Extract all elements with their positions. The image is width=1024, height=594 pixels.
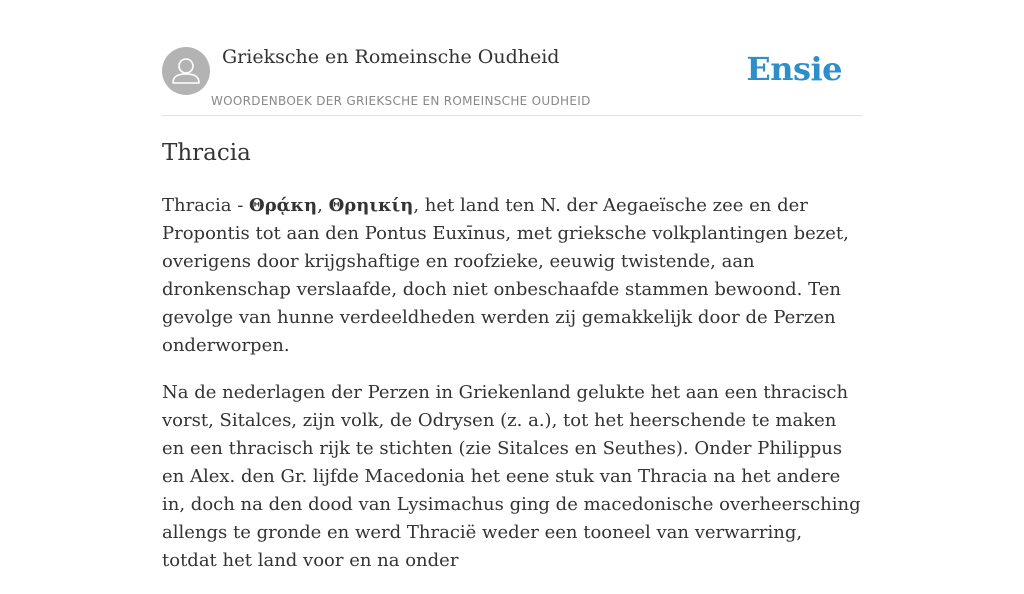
lead-text: Thracia - [162,195,250,216]
entry-title: Thracia [162,140,251,166]
header [162,0,862,116]
site-subtitle: WOORDENBOEK DER GRIEKSCHE EN ROMEINSCHE OUDHEID [211,94,591,108]
avatar[interactable] [162,47,210,95]
entry-body [162,192,862,594]
ensie-logo[interactable]: Ensie [746,50,842,88]
greek-term: Θρηικίη [328,195,414,216]
paragraph [162,192,862,360]
site-title[interactable]: Grieksche en Romeinsche Oudheid [222,46,560,68]
page [162,0,862,571]
greek-term: Θρᾴκη [249,195,318,216]
separator: , [317,195,329,216]
user-icon [162,47,210,95]
paragraph-text: , het land ten N. der Aegaeïsche zee en der Propontis tot aan den Pontus Euxīnus, met grieksche volkplantingen bezet, overigens door krijgshaftige en roofzieke, eeuwig twistende, aan dronkenschap verslaafde, doch niet onbeschaafde stammen bewoond. Ten gevolge van hunne verdeeldheden werden zij gemakkelijk door de Perzen onderworpen. [162,195,849,356]
paragraph: Na de nederlagen der Perzen in Griekenland gelukte het aan een thracisch vorst, Sitalces, zijn volk, de Odrysen (z. a.), tot het heerschende te maken en een thracisch rijk te stichten (zie Sitalces en Seuthes). Onder Philippus en Alex. den Gr. lijfde Macedonia het eene stuk van Thracia na het andere in, doch na den dood van Lysimachus ging de macedonische overheersching allengs te gronde en werd Thracië weder een tooneel van verwarring, totdat het land voor en na onder [162,382,861,571]
